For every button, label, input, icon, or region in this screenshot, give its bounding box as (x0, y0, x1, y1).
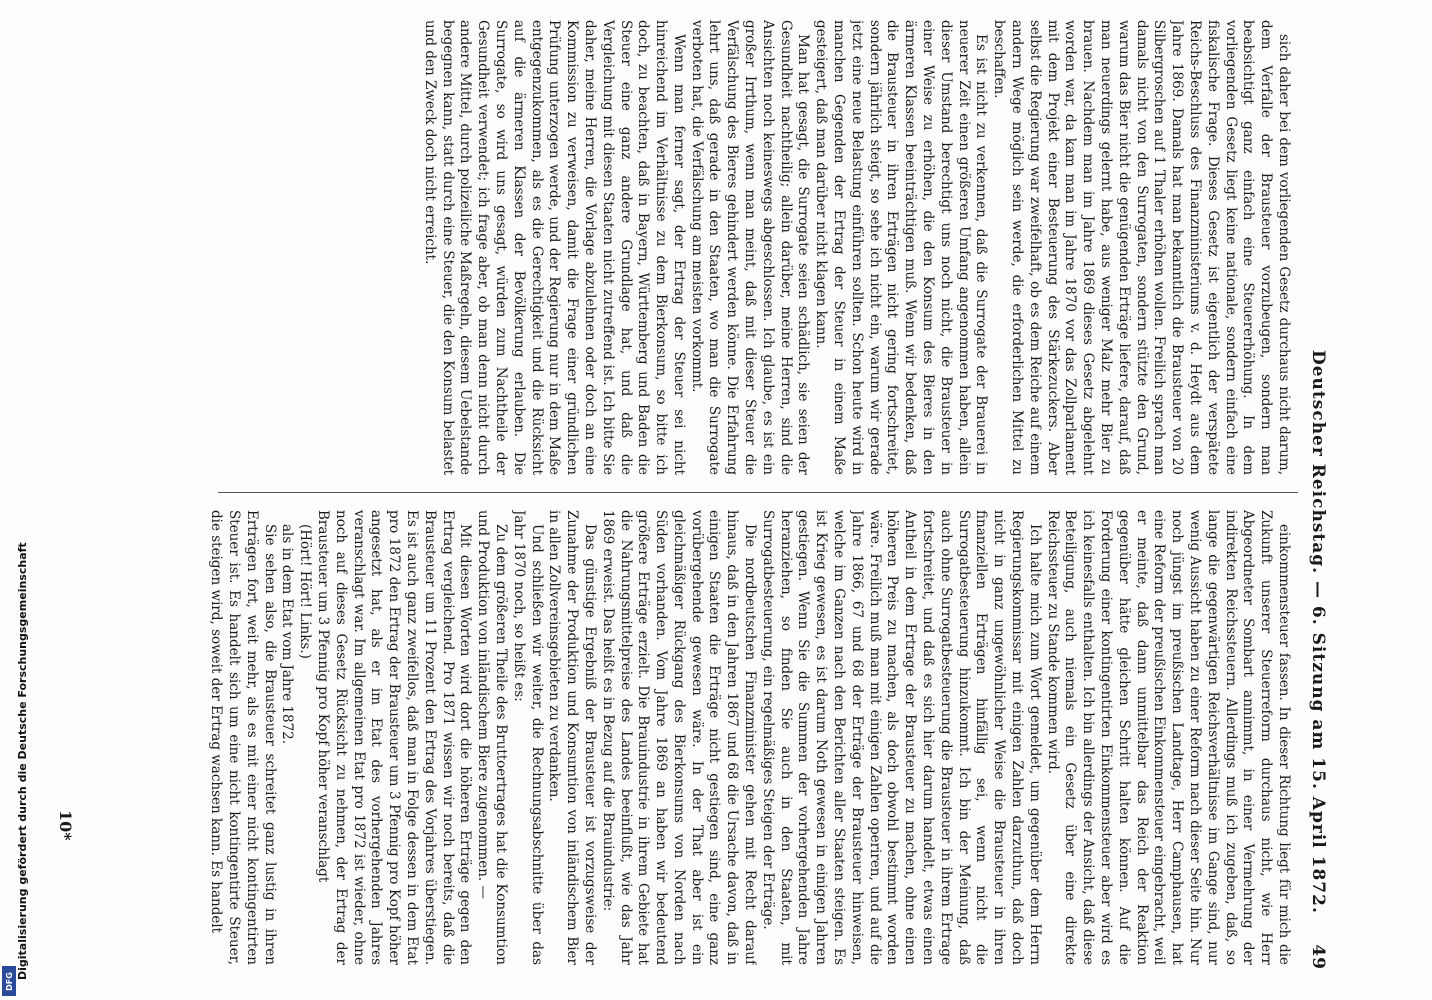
paragraph: als in dem Etat vom Jahre 1872. (279, 524, 296, 745)
left-column (62, 20, 1292, 475)
paragraph: Zu dem größeren Theile des Bruttoertrages hat die Konsumtion und Produktion von inländischem Biere zugenommen. — (475, 510, 509, 965)
right-column (62, 510, 1292, 965)
paragraph: Und schließen wir weiter, die Rechnungsabschnitte über das Jahr 1870 noch, so heißt es: (510, 510, 545, 965)
signature-marker: 10* (56, 810, 75, 841)
paragraph: Sie sehen also, die Brausteuer schreitet ganz lustig in ihren Erträgen fort, weit mehr, als es mit einer nicht kontingentirten Steuer ist. Es handelt sich um eine nicht kontingentirte Steuer, die steigen wird, soweit der Ertrag wachsen kann. Es handelt (208, 510, 278, 965)
paragraph: Das günstige Ergebniß der Brausteuer ist vorzugsweise der Zunahme der Produktion und Konsumtion von inländischem Bier in allen Zollvereinsgebieten zu verdanken. (546, 510, 598, 965)
paragraph: Die nordbeutschen Finanzminister gehen mit Recht darauf hinaus, daß in den Jahren 1867 und 68 die Ursache davon, daß in einigen Staaten die Erträge nicht gestiegen sind, eine ganz vorübergehende gewesen wäre. In der That aber ist ein gleichmäßiger Rückgang des Bierkonsums von Norden nach Süden vorhanden. Vom Jahre 1869 an haben wir bedeutend größere Erträge erzielt. Die Brauindustrie in ihrem Gebiete hat die Nahrungsmittelpreise des Landes beeinflußt, wie das Jahr 1869 erweist. Das heißt es in Bezug auf die Brauindustrie: (599, 510, 759, 965)
paragraph: Wenn man ferner sagt, der Ertrag der Steuer sei nicht hinreichend im Verhältnisse zu dem Bierkonsum, so bitte ich doch, zu beachten, daß in Bayern, Württemberg und Baden die Steuer eine ganz andere Grundlage hat, und daß die Vergleichung mit diesen Staaten nicht zutreffend ist. Ich bitte Sie daher, meine Herren, die Vorlage abzulehnen oder doch an eine Kommission zu verweisen, damit die Frage einer gründlichen Prüfung unterzogen werde, und der Regierung nur in dem Maße entgegenzukommen, als es die Gerechtigkeit und die Rücksicht auf die ärmeren Klassen der Bevölkerung erlauben. Die Surrogate, so wird uns gesagt, würden zum Nachtheile der Gesundheit verwendet; ich frage aber, ob man denn nicht durch andere Mittel, durch polizeiliche Maßregeln, diesem Uebelstande begegnen kann, statt durch eine Steuer, die den Konsum belastet und den Zweck doch nicht erreicht. (421, 20, 687, 475)
digitization-note: Digitalisierung gefördert durch die Deutsche Forschungsgemeinschaft (16, 542, 29, 980)
paragraph: (Hört! Hört! Links.) (297, 524, 314, 659)
column-divider (218, 492, 1298, 493)
digitization-sidebar (2, 542, 29, 1000)
dfg-logo (2, 966, 16, 996)
dfg-logo-text: DFG (4, 971, 14, 991)
rotated-page-content (30, 20, 1330, 980)
paragraph: Es ist nicht zu verkennen, daß die Surrogate der Brauerei in neuerer Zeit einen größeren Umfang angenommen haben, allein dieser Umstand berechtigt uns noch nicht, die Brausteuer in einer Weise zu erhöhen, die den Konsum des Bieres in den ärmeren Klassen beeinträchtigen muß. Wenn wir bedenken, daß die Brausteuer in ihren Erträgen nicht gering fortschreitet, sondern jährlich steigt, so sehe ich nicht ein, warum wir gerade jetzt eine neue Belastung einführen sollten. Schon heute wird in manchen Gegenden der Ertrag der Steuer in einem Maße gesteigert, daß man darüber nicht klagen kann. (813, 20, 990, 475)
paragraph: Mit diesen Worten wird dort die höheren Erträge gegen den Ertrag vergleichend. Pro 1871 wissen wir noch bereits, daß die Brausteuer um 11 Prozent den Ertrag des Vorjahres überstiegen. Es ist auch ganz zweifellos, daß man in Folge dessen in dem Etat pro 1872 den Ertrag der Brausteuer um 3 Pfennig pro Kopf höher angesetzt hat, als er im Etat des vorhergehenden Jahres veranschlagt war. Im allgemeinen Etat pro 1872 ist wieder, ohne noch auf dieses Gesetz Rücksicht zu nehmen, der Ertrag der Brausteuer um 3 Pfennig pro Kopf höher veranschlagt (314, 510, 474, 965)
paragraph: Ich halte mich zum Wort gemeldet, um gegenüber dem Herrn Regierungskommissar mit einigen Zahlen darzuthun, daß doch nicht in ganz ungewöhnlicher Weise die Brausteuer in ihren finanziellen Erträgen hinfällig sei, wenn nicht die Surrogatbesteuerung hinzukommt. Ich bin der Meinung, daß auch ohne Surrogatbesteuerung die Brausteuer in ihrem Ertrage fortschreitet, und daß es sich hier darum handelt, etwas einen Antheil in dem Ertrage der Brausteuer zu machen, ohne einen höheren Preis zu machen, als doch obwohl bestimmt worden wäre. Freilich muß man mit einigen Zahlen operiren, und auf die Jahre 1866, 67 und 68 der Erträge der Brausteuer hinweisen, welche im Ganzen nach den Berichten aller Staaten steigen. Es ist Krieg gewesen, es ist darum Noth gewesen in einigen Jahren gestiegen. Wenn Sie die Summen der vorhergehenden Jahre heranziehen, so finden Sie auch in den Staaten, mit Surrogatbesteuerung, ein regelmäßiges Steigen der Erträge. (759, 510, 1043, 965)
paragraph: einkommensteuer fassen. In dieser Richtung liegt für mich die Zukunft unserer Steuerreform durchaus nicht, wie Herr Abgeordneter Sombart annimmt, in einer Vermehrung der indirekten Reichssteuern. Allerdings muß ich zugeben, daß, so lange die gegenwärtigen Reichsverhältnisse im Gange sind, nur wenig Aussicht haben zu einer Reform nach dieser Seite hin. Nur noch jüngst im preußischen Landtage, Herr Camphausen, hat eine Reform der preußischen Einkommensteuer eingebracht, weil er meinte, daß dann unmittelbar das Reich der Reaktion gegenüber hätte gleichen Schritt halten können. Auf die Forderung einer kontingentirten Einkommensteuer aber wird es ich keinesfalls enthalten. Ich bin allerdings der Ansicht, daß diese Beteiligung, auch niemals ein Gesetz über eine direkte Reichssteuer zu Stande kommen wird. (1044, 510, 1292, 965)
page-header (1302, 20, 1330, 980)
page-number: 49 (1308, 944, 1328, 970)
paragraph: Man hat gesagt, die Surrogate seien schädlich, sie seien der Gesundheit nachtheilig; allein darüber, meine Herren, sind die Ansichten noch keineswegs abgeschlossen. Ich glaube, es ist ein großer Irrthum, wenn man meint, daß mit dieser Steuer die Verfälschung des Bieres gehindert werden könne. Die Erfahrung lehrt uns, daß gerade in den Staaten, wo man die Surrogate verboten hat, die Verfälschung am meisten vorkommt. (688, 20, 812, 475)
running-title: Deutscher Reichstag. — 6. Sitzung am 15. April 1872. (1308, 350, 1328, 914)
paragraph: sich daher bei dem vorliegenden Gesetz durchaus nicht darum, dem Verfalle der Brausteuer vorzubeugen, sondern man beabsichtigt ganz einfach eine Steuererhöhung. In dem vorliegenden Gesetz liegt keine nationale, sondern einfach eine fiskalische Frage. Dieses Gesetz ist eigentlich der verspätete Reichs-Beschluss des Finanzministeriums v. d. Heydt aus dem Jahre 1869. Damals hat man bekanntlich die Brausteuer von 20 Silbergroschen auf 1 Thaler erhöhen wollen. Freilich sprach man damals nicht von den Surrogaten, sondern stützte den Grund, warum das Bier nicht die genügenden Erträge liefere, darauf, daß man neuerdings gelernt habe, aus weniger Malz mehr Bier zu brauen. Nachdem man im Jahre 1869 dieses Gesetz abgelehnt worden war, da kam man im Jahre 1870 vor das Zollparlament mit dem Projekt einer Besteuerung des Stärkezuckers. Aber selbst die Regierung war zweifelhaft, ob es dem Reiche auf einem andern Wege möglich sein werde, die erforderlichen Mittel zu beschaffen. (991, 20, 1292, 475)
